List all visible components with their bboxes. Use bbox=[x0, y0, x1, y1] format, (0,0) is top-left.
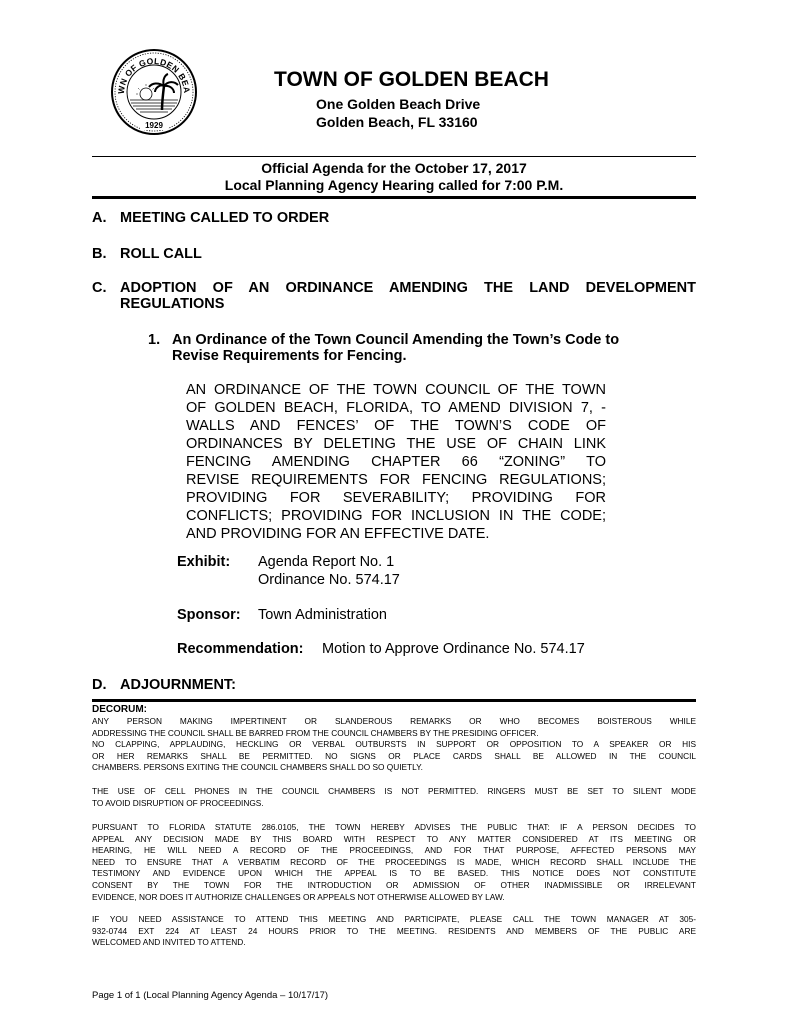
agenda-title-line-2: Local Planning Agency Hearing called for 7:00 P.M. bbox=[224, 177, 564, 193]
ordinance-line: CONFLICTS; PROVIDING FOR INCLUSION IN THE CODE; bbox=[186, 508, 606, 524]
item-1-title-line-1: An Ordinance of the Town Council Amending the Town’s Code to bbox=[172, 332, 620, 348]
section-d-text: ADJOURNMENT: bbox=[120, 677, 236, 693]
decorum-heading: DECORUM: bbox=[92, 704, 147, 715]
address-line-2: Golden Beach, FL 33160 bbox=[316, 114, 478, 130]
ordinance-text bbox=[186, 381, 606, 543]
section-c-line-2: REGULATIONS bbox=[120, 296, 225, 312]
decorum-line: APPEAL ANY DECISION MADE BY THIS BOARD WITH RESPECT TO ANY MATTER CONSIDERED AT ITS MEETING OR bbox=[92, 833, 696, 844]
decorum-line: NO CLAPPING, APPLAUDING, HECKLING OR VERBAL OUTBURSTS IN SUPPORT OR OPPOSITION TO A SPEAKER OR HIS bbox=[92, 739, 696, 750]
sponsor-label: Sponsor: bbox=[177, 607, 241, 623]
decorum-line: TESTIMONY AND EVIDENCE UPON WHICH THE APPEAL IS TO BE BASED. THIS NOTICE DOES NOT CONSTITUTE bbox=[92, 868, 696, 879]
item-1-title-line-2: Revise Requirements for Fencing. bbox=[172, 348, 407, 364]
sponsor-value: Town Administration bbox=[258, 607, 387, 623]
agenda-title-divider bbox=[92, 196, 696, 199]
decorum-line: ANY PERSON MAKING IMPERTINENT OR SLANDEROUS REMARKS OR WHO BECOMES BOISTEROUS WHILE bbox=[92, 716, 696, 726]
header-divider bbox=[92, 156, 696, 157]
address-line-1: One Golden Beach Drive bbox=[316, 96, 481, 112]
decorum-line: OR HER REMARKS SHALL BE PERMITTED. NO SIGNS OR PLACE CARDS SHALL BE ALLOWED IN THE COUNCIL bbox=[92, 750, 696, 761]
decorum-paragraph-2 bbox=[92, 786, 696, 809]
decorum-line: ADDRESSING THE COUNCIL SHALL BE BARRED FROM THE COUNCIL CHAMBERS BY THE PRESIDING OFFICER. bbox=[92, 727, 539, 738]
decorum-line: PURSUANT TO FLORIDA STATUTE 286.0105, THE TOWN HEREBY ADVISES THE PUBLIC THAT: IF A PERSON DECIDES TO bbox=[92, 822, 696, 832]
town-seal-logo bbox=[110, 48, 198, 136]
section-a bbox=[92, 210, 329, 226]
decorum-line: CHAMBERS. PERSONS EXITING THE COUNCIL CHAMBERS SHALL DO SO QUIETLY. bbox=[92, 762, 423, 773]
ordinance-line: AND PROVIDING FOR AN EFFECTIVE DATE. bbox=[186, 526, 490, 542]
ordinance-line: REVISE REQUIREMENTS FOR FENCING REGULATIONS; bbox=[186, 472, 606, 488]
decorum-line: EVIDENCE, NOR DOES IT AUTHORIZE CHALLENGES OR APPEALS NOT OTHERWISE ALLOWED BY LAW. bbox=[92, 891, 505, 902]
item-1-number: 1. bbox=[148, 332, 161, 348]
svg-text:TOWN OF GOLDEN BEACH: WN OF GOLDEN BEA bbox=[115, 55, 193, 95]
section-c-line-1: ADOPTION OF AN ORDINANCE AMENDING THE LAND DEVELOPMENT bbox=[120, 280, 696, 296]
exhibit-value-2: Ordinance No. 574.17 bbox=[258, 572, 400, 588]
decorum-line: TO AVOID DISRUPTION OF PROCEEDINGS. bbox=[92, 797, 264, 808]
decorum-paragraph-1 bbox=[92, 716, 696, 774]
section-a-text: MEETING CALLED TO ORDER bbox=[120, 210, 330, 226]
section-b-letter: B. bbox=[92, 246, 107, 262]
recommendation-value: Motion to Approve Ordinance No. 574.17 bbox=[322, 641, 585, 657]
decorum-line: NEED TO ENSURE THAT A VERBATIM RECORD OF THE PROCEEDINGS IS MADE, WHICH RECORD SHALL INCLUDE THE bbox=[92, 856, 696, 867]
section-d bbox=[92, 677, 236, 693]
decorum-paragraph-3 bbox=[92, 822, 696, 903]
decorum-line: WELCOMED AND INVITED TO ATTEND. bbox=[92, 937, 246, 948]
town-name-heading: TOWN OF GOLDEN BEACH bbox=[274, 68, 549, 91]
page-footer: Page 1 of 1 (Local Planning Agency Agenda – 10/17/17) bbox=[92, 990, 329, 1001]
decorum-line: IF YOU NEED ASSISTANCE TO ATTEND THIS MEETING AND PARTICIPATE, PLEASE CALL THE TOWN MANAGER AT 305- bbox=[92, 914, 696, 924]
decorum-line: THE USE OF CELL PHONES IN THE COUNCIL CHAMBERS IS NOT PERMITTED. RINGERS MUST BE SET TO SILENT MODE bbox=[92, 786, 696, 796]
exhibit-label: Exhibit: bbox=[177, 554, 231, 570]
decorum-line: 932-0744 EXT 224 AT LEAST 24 HOURS PRIOR TO THE MEETING. RESIDENTS AND MEMBERS OF THE PUBLIC ARE bbox=[92, 925, 696, 936]
ordinance-line: FENCING AMENDING CHAPTER 66 “ZONING” TO bbox=[186, 454, 606, 470]
decorum-line: HEARING, HE WILL NEED A RECORD OF THE PROCEEDINGS, AND FOR THAT PURPOSE, AFFECTED PERSONS MAY bbox=[92, 845, 696, 856]
ordinance-line: ORDINANCES BY DELETING THE USE OF CHAIN LINK bbox=[186, 436, 606, 452]
ordinance-line: WALLS AND FENCES’ OF THE TOWN’S CODE OF bbox=[186, 418, 606, 434]
recommendation-label: Recommendation: bbox=[177, 641, 304, 657]
decorum-paragraph-4 bbox=[92, 914, 696, 949]
agenda-title-line-1: Official Agenda for the October 17, 2017 bbox=[261, 160, 527, 176]
section-b-text: ROLL CALL bbox=[120, 246, 202, 262]
ordinance-line: OF GOLDEN BEACH, FLORIDA, TO AMEND DIVISION 7, - bbox=[186, 400, 606, 416]
ordinance-line: AN ORDINANCE OF THE TOWN COUNCIL OF THE TOWN bbox=[186, 382, 606, 398]
item-1-title bbox=[148, 332, 688, 364]
ordinance-line: PROVIDING FOR SEVERABILITY; PROVIDING FOR bbox=[186, 490, 606, 506]
section-a-letter: A. bbox=[92, 210, 107, 226]
section-c bbox=[92, 280, 696, 312]
svg-text:1929: 1929 bbox=[145, 121, 163, 130]
section-d-letter: D. bbox=[92, 677, 107, 693]
section-b bbox=[92, 246, 202, 262]
section-c-letter: C. bbox=[92, 280, 107, 296]
decorum-divider bbox=[92, 699, 696, 702]
decorum-line: CONSENT BY THE TOWN FOR THE INTRODUCTION OR ADMISSION OF OTHER INADMISSIBLE OR IRRELEVANT bbox=[92, 879, 696, 890]
exhibit-value-1: Agenda Report No. 1 bbox=[258, 554, 395, 570]
